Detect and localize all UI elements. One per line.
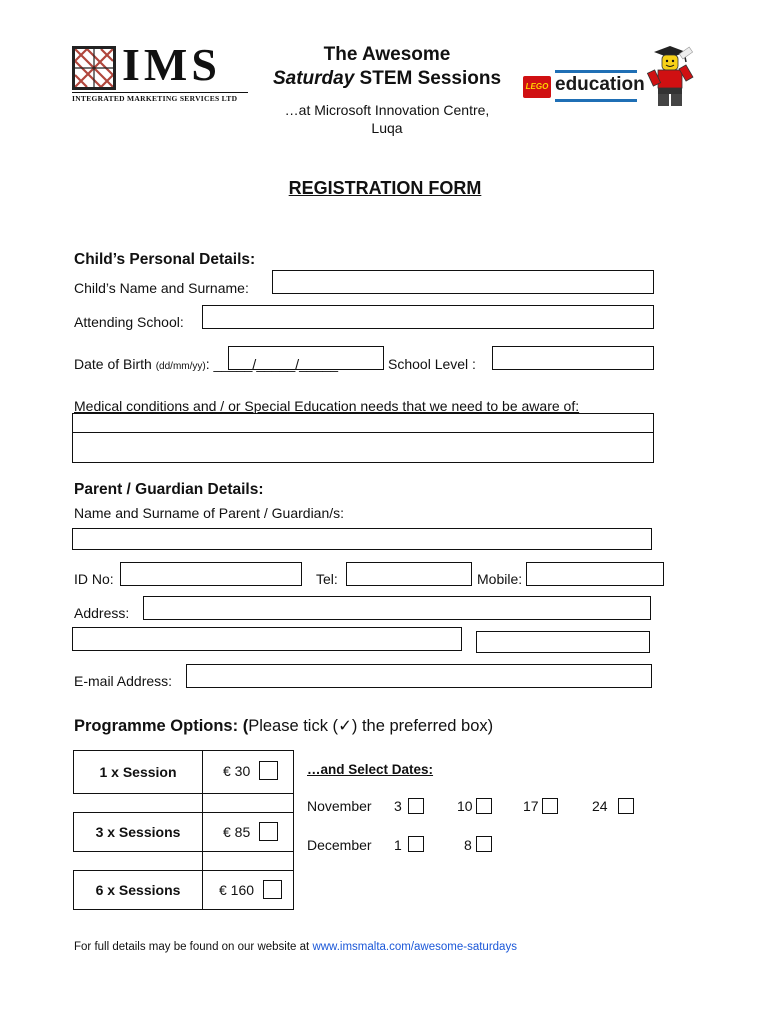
dob-format-hint: (dd/mm/yy) (155, 361, 206, 372)
option-3-sessions-label: 3 x Sessions (73, 812, 203, 852)
date-label: 1 (394, 837, 402, 853)
event-title-line2 (262, 68, 512, 90)
table-spacer (202, 852, 294, 870)
id-no-label: ID No: (74, 571, 114, 587)
venue (262, 101, 512, 137)
logo-rule-top (555, 70, 637, 73)
programme-heading-instruction: Please tick ( (248, 717, 339, 735)
option-6-sessions-label: 6 x Sessions (73, 870, 203, 910)
date-label: 8 (464, 837, 472, 853)
table-spacer (202, 794, 294, 812)
school-level-label: School Level : (388, 356, 476, 372)
programme-heading-tail: ) the preferred box) (351, 717, 494, 735)
date-dec-8-checkbox[interactable] (476, 836, 492, 852)
ims-letters: IMS (122, 39, 221, 90)
parent-details-heading: Parent / Guardian Details: (74, 481, 264, 498)
parent-name-field[interactable] (72, 528, 652, 550)
event-title-italic: Saturday (272, 68, 355, 89)
logo-rule-bottom (555, 99, 637, 102)
address-field-line1[interactable] (143, 596, 651, 620)
lego-education-word: education (555, 74, 645, 95)
month-december: December (307, 837, 372, 853)
programme-heading-bold: Programme Options: ( (74, 717, 249, 735)
option-1-price: € 30 (223, 763, 251, 779)
child-details-heading: Child’s Personal Details: (74, 251, 256, 268)
venue-line2: Luqa (371, 120, 403, 136)
date-nov-17-checkbox[interactable] (542, 798, 558, 814)
lego-brick-icon: LEGO (523, 76, 551, 98)
option-1-session-label: 1 x Session (73, 750, 203, 794)
dob-label: Date of Birth (74, 356, 152, 372)
date-label: 17 (523, 798, 539, 814)
address-field-line2[interactable] (72, 627, 462, 651)
mobile-field[interactable] (526, 562, 664, 586)
dob-field[interactable]: _____/_____/_____ (213, 356, 339, 372)
website-link[interactable]: www.imsmalta.com/awesome-saturdays (312, 941, 517, 953)
tel-label: Tel: (316, 571, 338, 587)
ims-tagline: INTEGRATED MARKETING SERVICES LTD (72, 92, 248, 103)
medical-label: Medical conditions and / or Special Education needs that we need to be aware of: (74, 398, 580, 414)
tick-glyph: ✓ (338, 717, 352, 735)
option-3-checkbox[interactable] (259, 822, 278, 841)
option-6-price-cell (202, 870, 294, 910)
footer-text: For full details may be found on our website at (74, 941, 313, 953)
option-1-checkbox[interactable] (259, 761, 278, 780)
email-label: E-mail Address: (74, 673, 173, 689)
dob-colon: : (205, 356, 210, 372)
event-title-rest: STEM Sessions (354, 68, 502, 89)
ims-logo (72, 39, 250, 104)
programme-heading (74, 716, 493, 736)
date-nov-24-checkbox[interactable] (618, 798, 634, 814)
option-6-price: € 160 (219, 882, 255, 898)
option-3-price: € 85 (223, 824, 251, 840)
medical-needs-field[interactable] (72, 413, 654, 463)
option-6-checkbox[interactable] (263, 880, 282, 899)
mobile-label: Mobile: (477, 571, 523, 587)
postcode-field[interactable] (476, 631, 650, 653)
date-dec-1-checkbox[interactable] (408, 836, 424, 852)
option-3-price-cell (202, 812, 294, 852)
email-field[interactable] (186, 664, 652, 688)
form-title: REGISTRATION FORM (288, 178, 482, 198)
month-november: November (307, 798, 372, 814)
tel-field[interactable] (346, 562, 472, 586)
date-label: 24 (592, 798, 608, 814)
dob-box[interactable] (228, 346, 384, 370)
date-nov-10-checkbox[interactable] (476, 798, 492, 814)
school-level-field[interactable] (492, 346, 654, 370)
attending-school-field[interactable] (202, 305, 654, 329)
venue-line1: …at Microsoft Innovation Centre, (284, 102, 490, 118)
event-title-line1: The Awesome (323, 44, 451, 65)
ims-mark-icon (72, 46, 116, 90)
select-dates-heading: …and Select Dates: (307, 762, 434, 777)
medical-line (73, 432, 653, 433)
child-name-field[interactable] (272, 270, 654, 294)
footer-note (74, 941, 517, 953)
date-nov-3-checkbox[interactable] (408, 798, 424, 814)
date-label: 10 (457, 798, 473, 814)
option-1-price-cell (202, 750, 294, 794)
address-label: Address: (74, 605, 130, 621)
parent-name-label: Name and Surname of Parent / Guardian/s: (74, 505, 345, 521)
child-name-label: Child’s Name and Surname: (74, 280, 249, 296)
date-label: 3 (394, 798, 402, 814)
attending-school-label: Attending School: (74, 314, 184, 330)
lego-education-logo (523, 72, 645, 102)
minifigure-graduate-icon (640, 42, 696, 108)
id-no-field[interactable] (120, 562, 302, 586)
